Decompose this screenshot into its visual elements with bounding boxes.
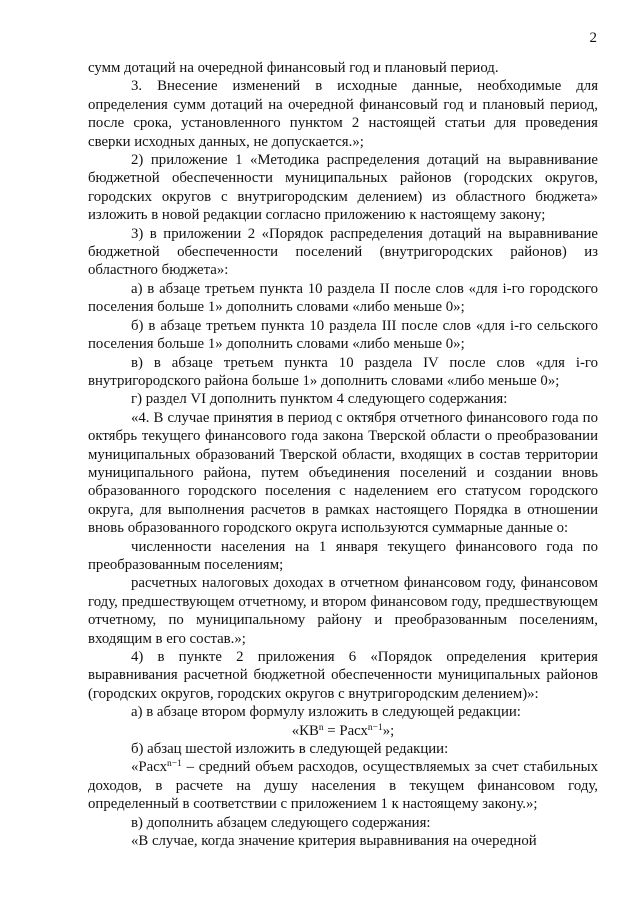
formula-part: »; [382, 722, 395, 739]
paragraph: 3. Внесение изменений в исходные данные, необходимые для определения сумм дотаций на очередной финансовый год и плановый период, после срока, установленного пунктом 2 настоящей статьи для проведения сверки исходных данных, не допускается.»; [88, 78, 598, 150]
paragraph: численности населения на 1 января текущего финансового года по преобразованным поселениям; [88, 538, 598, 573]
definition-superscript: n−1 [166, 759, 182, 770]
page-number: 2 [589, 30, 597, 46]
paragraph: в) в абзаце третьем пункта 10 раздела IV после слов «для i-го внутригородского района больше 1» дополнить словами «либо меньше 0»; [88, 354, 598, 389]
formula [88, 722, 598, 740]
paragraph: 3) в приложении 2 «Порядок распределения дотаций на выравнивание бюджетной обеспеченности поселений (внутригородских районов) из областного бюджета»: [88, 225, 598, 279]
paragraph: 4) в пункте 2 приложения 6 «Порядок определения критерия выравнивания расчетной бюджетной обеспеченности муниципальных районов (городских округов, городских округов с внутригородским делением)»: [88, 649, 598, 702]
paragraph: «4. В случае принятия в период с октября отчетного финансового года по октябрь текущего финансового года закона Тверской области о преобразовании муниципальных образований Тверской области, входящих в состав территории муниципального района, путем объединения поселений и создании вновь образованного городского поселения с наделением его статусом городского округа, для выполнения расчетов в рамках настоящего Порядка в отношении вновь образованного городского округа используются суммарные данные о: [88, 409, 598, 537]
document-body [88, 59, 598, 850]
formula-superscript: n−1 [367, 722, 383, 733]
paragraph: 2) приложение 1 «Методика распределения дотаций на выравнивание бюджетной обеспеченности муниципальных районов (городских округов, городских округов с внутригородским делением) из областного бюджета» изложить в новой редакции согласно приложению к настоящему закону; [88, 152, 598, 224]
definition-term: «Расх [131, 759, 167, 776]
paragraph: а) в абзаце втором формулу изложить в следующей редакции: [131, 704, 521, 721]
paragraph: сумм дотаций на очередной финансовый год и плановый период. [88, 60, 499, 76]
definition-paragraph [88, 758, 598, 813]
paragraph: в) дополнить абзацем следующего содержания: [131, 814, 431, 831]
paragraph: расчетных налоговых доходах в отчетном финансовом году, финансовом году, предшествующем отчетному, и втором финансовом году, предшествующем отчетному, по муниципальному району и преобразованным поселениям, входящим в его состав.»; [88, 575, 598, 647]
paragraph: б) в абзаце третьем пункта 10 раздела III после слов «для i-го сельского поселения больше 1» дополнить словами «либо меньше 0»; [88, 317, 598, 353]
paragraph: г) раздел VI дополнить пунктом 4 следующего содержания: [131, 391, 508, 408]
paragraph: а) в абзаце третьем пункта 10 раздела II после слов «для i-го городского поселения больше 1» дополнить словами «либо меньше 0»; [88, 280, 598, 316]
formula-part: «КВ [291, 722, 319, 739]
formula-superscript: n [318, 722, 324, 733]
paragraph: «В случае, когда значение критерия выравнивания на очередной [131, 833, 537, 850]
paragraph: б) абзац шестой изложить в следующей редакции: [131, 741, 449, 758]
definition-text: – средний объем расходов, осуществляемых за счет стабильных доходов, в расчете на душу населения в текущем финансовом году, определенный в соответствии с приложением 1 к настоящему закону.»; [88, 759, 598, 813]
formula-part: = Расх [323, 722, 368, 739]
